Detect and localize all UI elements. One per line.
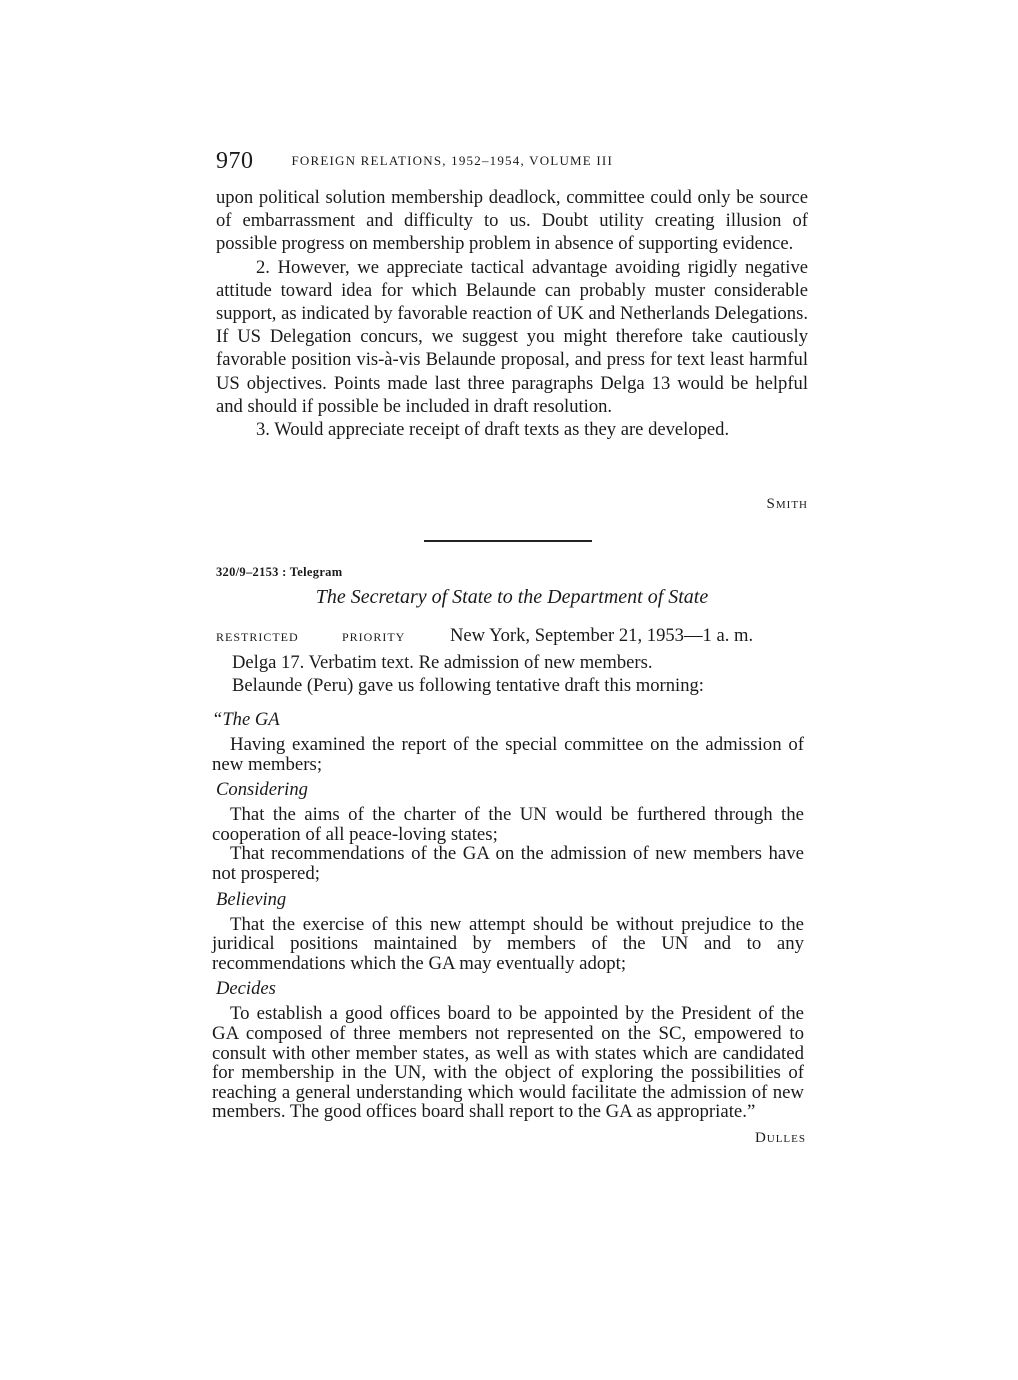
draft-decides: To establish a good offices board to be appointed by the President of the GA composed of three members not represented on the SC, empowered to consult with other member states, as well as with states which are candidated for membership in the UN, with the object of exploring the possibilities of reaching a general understanding which would facilitate the admission of new members. The good offices board shall report to the GA as appropriate.”: [212, 1003, 804, 1123]
signature-smith: Smith: [766, 496, 808, 512]
precedence-label: PRIORITY: [342, 630, 406, 644]
draft-believing: That the exercise of this new attempt should be without prejudice to the juridical positions maintained by members of the UN and to any recommendations which the GA may eventually adopt;: [212, 913, 804, 974]
draft-heading-considering: Considering: [216, 779, 308, 801]
page-header: [216, 148, 816, 175]
draft-resolution: [212, 709, 804, 1122]
signature-dulles: Dulles: [754, 1130, 806, 1146]
document-file-id: 320/9–2153 : Telegram: [216, 565, 343, 579]
draft-having: Having examined the report of the special committee on the admission of new members;: [212, 734, 804, 775]
telegram-intro: [216, 651, 808, 697]
telegram-line-1: Delga 17. Verbatim text. Re admission of new members.: [232, 652, 653, 673]
draft-opening: “The GA: [212, 709, 280, 730]
place-date: New York, September 21, 1953—1 a. m.: [450, 625, 754, 646]
draft-considering-1: That the aims of the charter of the UN would be furthered through the cooperation of all peace-loving states;: [212, 804, 804, 845]
draft-heading-believing: Believing: [216, 888, 287, 910]
paragraph-3: 3. Would appreciate receipt of draft texts as they are developed.: [256, 419, 730, 441]
running-title: FOREIGN RELATIONS, 1952–1954, VOLUME III: [291, 153, 613, 168]
section-divider: [424, 540, 592, 542]
telegram-line-2: Belaunde (Peru) gave us following tentative draft this morning:: [232, 675, 704, 697]
document-title: The Secretary of State to the Department of State: [315, 586, 709, 608]
draft-considering-2: That recommendations of the GA on the admission of new members have not prospered;: [212, 843, 804, 884]
classification-label: RESTRICTED: [216, 630, 299, 644]
draft-heading-decides: Decides: [216, 978, 276, 1000]
previous-document-body: [216, 186, 808, 441]
page-number: 970: [216, 148, 254, 174]
paragraph-continuation: upon political solution membership deadlock, committee could only be source of embarrassment and difficulty to us. Doubt utility creating illusion of possible progress on membership problem in absence of supporting evidence.: [216, 187, 808, 255]
paragraph-2: 2. However, we appreciate tactical advantage avoiding rigidly negative attitude toward idea for which Belaunde can probably muster considerable support, as indicated by favorable reaction of UK and Netherlands Delegations. If US Delegation concurs, we suggest you might therefore take cautiously favorable position vis-à-vis Belaunde proposal, and press for text least harmful US objectives. Points made last three paragraphs Delga 13 would be helpful and should if possible be included in draft resolution.: [216, 256, 808, 417]
